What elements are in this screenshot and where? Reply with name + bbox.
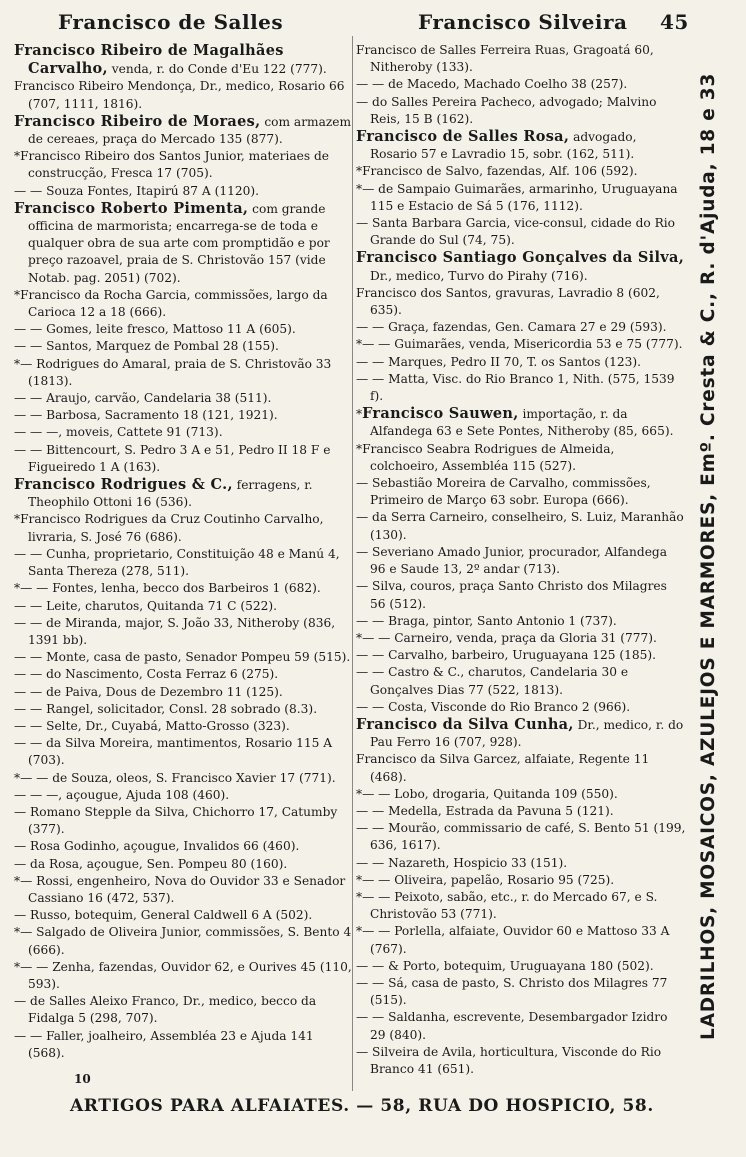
footer-advertisement: ARTIGOS PARA ALFAIATES. — 58, RUA DO HOSPICIO, 58.	[70, 1096, 654, 1116]
entry-text: — — Carvalho, barbeiro, Uruguayana 125 (185).	[356, 648, 657, 663]
directory-entry	[14, 390, 352, 407]
directory-entry	[14, 580, 352, 597]
entry-text: — — Santos, Marquez de Pombal 28 (155).	[14, 339, 279, 354]
entry-text: Francisco Seabra Rodrigues de Almeida, colchoeiro, Assembléa 115 (527).	[362, 441, 615, 473]
entry-name: Francisco de Salles Rosa,	[356, 128, 570, 146]
entry-text: — — Mourão, commissario de café, S. Bento 51 (199, 636, 1617).	[356, 821, 686, 853]
entry-marker: *	[356, 181, 363, 196]
directory-entry	[14, 993, 352, 1027]
directory-entry	[356, 475, 686, 509]
directory-entry	[14, 42, 352, 78]
entry-text: — da Serra Carneiro, conselheiro, S. Luiz, Maranhão (130).	[356, 510, 684, 542]
directory-entry	[356, 578, 686, 612]
directory-entry	[14, 684, 352, 701]
entry-text: — — Zenha, fazendas, Ouvidor 62, e Ourives 45 (110, 593).	[20, 959, 352, 991]
entry-marker: *	[14, 287, 21, 302]
entry-text: Dr., medico, Turvo do Pirahy (716).	[370, 268, 588, 283]
entry-text: — — Carneiro, venda, praça da Gloria 31 (777).	[362, 630, 657, 645]
entry-text: — — Graça, fazendas, Gen. Camara 27 e 29 (593).	[356, 320, 667, 335]
entry-marker: *	[14, 356, 21, 371]
entry-text: — — Braga, pintor, Santo Antonio 1 (737).	[356, 613, 617, 628]
entry-name: Francisco Roberto Pimenta,	[14, 199, 249, 217]
entry-text: — Salgado de Oliveira Junior, commissões, S. Bento 4 (666).	[20, 925, 352, 957]
entry-text: — — & Porto, botequim, Uruguayana 180 (502).	[356, 958, 654, 973]
entry-text: — — Nazareth, Hospicio 33 (151).	[356, 855, 568, 870]
entry-marker: *	[356, 872, 363, 887]
entry-marker: *	[14, 873, 21, 888]
directory-entry	[14, 959, 352, 993]
directory-entry	[356, 319, 686, 336]
directory-entry	[14, 356, 352, 390]
directory-entry	[356, 354, 686, 371]
entry-text: — Rosa Godinho, açougue, Invalidos 66 (460).	[14, 839, 300, 854]
right-column	[356, 42, 686, 1078]
running-head-right: Francisco Silveira	[418, 10, 628, 34]
entry-text: — Silveira de Avila, horticultura, Visconde do Rio Branco 41 (651).	[356, 1044, 662, 1076]
directory-entry	[14, 183, 352, 200]
directory-entry	[14, 666, 352, 683]
directory-entry	[356, 249, 686, 284]
running-head-left: Francisco de Salles	[58, 10, 284, 34]
directory-entry	[356, 215, 686, 249]
entry-text: — — Rangel, solicitador, Consl. 28 sobrado (8.3).	[14, 701, 318, 716]
entry-text: — Rossi, engenheiro, Nova do Ouvidor 33 e Senador Cassiano 16 (472, 537).	[20, 873, 346, 905]
directory-entry	[14, 838, 352, 855]
entry-text: — Rodrigues do Amaral, praia de S. Christovão 33 (1813).	[20, 356, 332, 388]
directory-entry	[14, 787, 352, 804]
entry-text: — — Fontes, lenha, becco dos Barbeiros 1 (682).	[20, 581, 321, 596]
directory-entry	[14, 735, 352, 769]
directory-entry	[14, 407, 352, 424]
entry-marker: *	[356, 630, 363, 645]
entry-text: — — Porlella, alfaiate, Ouvidor 60 e Mattoso 33 A (767).	[362, 924, 670, 956]
entry-text: — Silva, couros, praça Santo Christo dos Milagres 56 (512).	[356, 579, 667, 611]
directory-entry	[356, 803, 686, 820]
directory-entry	[356, 371, 686, 405]
entry-text: — — Saldanha, escrevente, Desembargador Izidro 29 (840).	[356, 1010, 668, 1042]
entry-text: — — Guimarães, venda, Misericordia 53 e 75 (777).	[362, 337, 683, 352]
entry-text: — — Barbosa, Sacramento 18 (121, 1921).	[14, 408, 278, 423]
directory-entry	[14, 321, 352, 338]
directory-entry	[14, 442, 352, 476]
entry-marker: *	[356, 889, 363, 904]
entry-text: — — do Nascimento, Costa Ferraz 6 (275).	[14, 667, 279, 682]
directory-entry	[356, 285, 686, 319]
directory-entry	[14, 804, 352, 838]
entry-text: — — Faller, joalheiro, Assembléa 23 e Ajuda 141 (568).	[14, 1028, 314, 1060]
entry-text: Francisco Ribeiro dos Santos Junior, materiaes de construcção, Fresca 17 (705).	[20, 149, 329, 181]
directory-entry	[14, 476, 352, 511]
entry-text: Francisco da Silva Garcez, alfaiate, Regente 11 (468).	[356, 752, 650, 784]
directory-entry	[356, 630, 686, 647]
entry-marker: *	[356, 337, 363, 352]
directory-entry	[356, 613, 686, 630]
entry-text: — — Lobo, drogaria, Quitanda 109 (550).	[362, 786, 618, 801]
directory-entry	[356, 42, 686, 76]
entry-text: — — Monte, casa de pasto, Senador Pompeu 59 (515).	[14, 650, 351, 665]
directory-entry	[14, 546, 352, 580]
directory-entry	[14, 113, 352, 148]
directory-entry	[14, 338, 352, 355]
entry-text: importação, r. da Alfandega 63 e Sete Pontes, Nitheroby (85, 665).	[370, 407, 674, 439]
directory-entry	[356, 544, 686, 578]
entry-text: — Severiano Amado Junior, procurador, Alfandega 96 e Saude 13, 2º andar (713).	[356, 544, 667, 577]
directory-entry	[356, 716, 686, 751]
entry-text: Dr., medico, r. do Pau Ferro 16 (707, 928).	[370, 717, 684, 750]
entry-text: — — de Macedo, Machado Coelho 38 (257).	[356, 77, 628, 92]
entry-text: Francisco Ribeiro Mendonça, Dr., medico, Rosario 66 (707, 1111, 1816).	[14, 79, 345, 111]
entry-text: — — Oliveira, papelão, Rosario 95 (725).	[362, 872, 615, 887]
entry-name: Francisco Ribeiro de Moraes,	[14, 112, 261, 130]
entry-text: — Romano Stepple da Silva, Chichorro 17, Catumby (377).	[14, 804, 338, 837]
entry-text: — — Selte, Dr., Cuyabá, Matto-Grosso (323).	[14, 718, 290, 733]
entry-text: — Santa Barbara Garcia, vice-consul, cidade do Rio Grande do Sul (74, 75).	[356, 216, 676, 248]
entry-name: Francisco Santiago Gonçalves da Silva,	[356, 249, 685, 267]
entry-text: — — de Paiva, Dous de Dezembro 11 (125).	[14, 684, 283, 699]
entry-marker: *	[14, 149, 21, 164]
entry-text: — do Salles Pereira Pacheco, advogado; Malvino Reis, 15 B (162).	[356, 94, 657, 126]
directory-entry	[356, 647, 686, 664]
entry-text: — — —, açougue, Ajuda 108 (460).	[14, 787, 230, 802]
entry-marker: *	[356, 924, 363, 939]
directory-entry	[14, 287, 352, 321]
entry-text: — de Salles Aleixo Franco, Dr., medico, becco da Fidalga 5 (298, 707).	[14, 994, 317, 1026]
directory-entry	[356, 751, 686, 785]
entry-text: — — Costa, Visconde do Rio Branco 2 (966).	[356, 699, 631, 714]
directory-entry	[356, 664, 686, 698]
directory-entry	[14, 1028, 352, 1062]
directory-entry	[14, 148, 352, 182]
directory-entry	[14, 770, 352, 787]
entry-text: — — Medella, Estrada da Pavuna 5 (121).	[356, 803, 614, 818]
directory-entry	[356, 699, 686, 716]
entry-text: — Russo, botequim, General Caldwell 6 A (502).	[14, 908, 313, 923]
directory-entry	[356, 975, 686, 1009]
entry-text: — da Rosa, açougue, Sen. Pompeu 80 (160).	[14, 856, 288, 871]
entry-text: — — Sá, casa de pasto, S. Christo dos Milagres 77 (515).	[356, 975, 668, 1008]
entry-marker: *	[14, 512, 21, 527]
entry-text: — — Castro & C., charutos, Candelaria 30 e Gonçalves Dias 77 (522, 1813).	[356, 665, 629, 697]
entry-text: com grande officina de marmorista; encarrega-se de toda e qualquer obra de sua arte com promptidão e por preço razoavel, praia de S. Christovão 157 (vide Notab. pag. 2051) (702).	[28, 201, 330, 285]
entry-text: — — Matta, Visc. do Rio Branco 1, Nith. (575, 1539 f).	[356, 371, 675, 404]
directory-entry	[14, 701, 352, 718]
entry-text: ferragens, r. Theophilo Ottoni 16 (536).	[28, 478, 313, 510]
directory-entry	[14, 718, 352, 735]
entry-name: Francisco Rodrigues & C.,	[14, 476, 233, 494]
entry-text: — — Araujo, carvão, Candelaria 38 (511).	[14, 391, 272, 406]
left-column	[14, 42, 352, 1062]
entry-text: Francisco Rodrigues da Cruz Coutinho Carvalho, livraria, S. José 76 (686).	[20, 512, 324, 544]
directory-entry	[356, 872, 686, 889]
directory-entry	[356, 441, 686, 475]
directory-entry	[14, 615, 352, 649]
entry-text: — de Sampaio Guimarães, armarinho, Uruguayana 115 e Estacio de Sá 5 (176, 1112).	[362, 181, 678, 213]
entry-text: Francisco dos Santos, gravuras, Lavradio 8 (602, 635).	[356, 285, 660, 318]
entry-text: Francisco de Salles Ferreira Ruas, Gragoatá 60, Nitheroby (133).	[356, 43, 654, 75]
directory-entry	[356, 889, 686, 923]
side-advertisement: LADRILHOS, MOSAICOS, AZULEJOS E MARMORES, Emº. Cresta & C., R. d'Ajuda, 18 e 33	[698, 72, 719, 1040]
directory-entry	[356, 855, 686, 872]
column-divider	[352, 36, 353, 1091]
directory-entry	[356, 128, 686, 163]
directory-entry	[14, 511, 352, 545]
folio: 10	[74, 1072, 91, 1086]
directory-entry	[356, 405, 686, 440]
directory-entry	[14, 200, 352, 287]
directory-entry	[14, 924, 352, 958]
entry-marker: *	[14, 925, 21, 940]
directory-entry	[14, 649, 352, 666]
directory-entry	[14, 856, 352, 873]
entry-text: — — Souza Fontes, Itapirú 87 A (1120).	[14, 183, 259, 198]
entry-text: advogado, Rosario 57 e Lavradio 15, sobr. (162, 511).	[370, 130, 637, 162]
directory-entry	[356, 1044, 686, 1078]
entry-text: com armazem de cereaes, praça do Mercado 135 (877).	[28, 114, 352, 147]
directory-entry	[356, 181, 686, 215]
directory-entry	[356, 1009, 686, 1043]
entry-text: — Sebastião Moreira de Carvalho, commissões, Primeiro de Março 63 sobr. Europa (666).	[356, 476, 651, 508]
entry-text: — — de Miranda, major, S. João 33, Nitheroby (836, 1391 bb).	[14, 615, 336, 647]
entry-name: Francisco Ribeiro de Magalhães Carvalho,	[14, 42, 284, 78]
entry-text: — — Marques, Pedro II 70, T. os Santos (123).	[356, 354, 642, 369]
entry-marker: *	[14, 581, 21, 596]
directory-entry	[14, 873, 352, 907]
directory-entry	[356, 958, 686, 975]
entry-name: Francisco Sauwen,	[362, 405, 519, 423]
directory-entry	[356, 94, 686, 128]
directory-entry	[14, 907, 352, 924]
running-head	[0, 4, 710, 34]
entry-name: Francisco da Silva Cunha,	[356, 715, 574, 733]
entry-text: — — Gomes, leite fresco, Mattoso 11 A (605).	[14, 322, 296, 337]
directory-entry	[356, 820, 686, 854]
directory-entry	[14, 424, 352, 441]
directory-entry	[14, 598, 352, 615]
entry-marker: *	[14, 959, 21, 974]
entry-text: — — Leite, charutos, Quitanda 71 C (522).	[14, 598, 277, 613]
directory-entry	[356, 163, 686, 180]
entry-text: — — da Silva Moreira, mantimentos, Rosario 115 A (703).	[14, 736, 333, 768]
directory-entry	[356, 76, 686, 93]
directory-entry	[356, 786, 686, 803]
entry-marker: *	[356, 786, 363, 801]
directory-entry	[356, 923, 686, 957]
entry-text: Francisco de Salvo, fazendas, Alf. 106 (592).	[362, 164, 638, 179]
entry-text: — — Bittencourt, S. Pedro 3 A e 51, Pedro II 18 F e Figueiredo 1 A (163).	[14, 442, 331, 474]
directory-entry	[14, 78, 352, 112]
entry-marker: *	[356, 441, 363, 456]
entry-text: — — Peixoto, sabão, etc., r. do Mercado 67, e S. Christovão 53 (771).	[362, 889, 658, 922]
entry-marker: *	[356, 407, 363, 422]
entry-text: venda, r. do Conde d'Eu 122 (777).	[107, 62, 327, 77]
entry-marker: *	[356, 164, 363, 179]
entry-marker: *	[14, 770, 21, 785]
entry-text: — — Cunha, proprietario, Constituição 48 e Manú 4, Santa Thereza (278, 511).	[14, 546, 340, 579]
entry-text: — — de Souza, oleos, S. Francisco Xavier 17 (771).	[20, 770, 336, 785]
directory-entry	[356, 509, 686, 543]
entry-text: — — —, moveis, Cattete 91 (713).	[14, 425, 223, 440]
directory-entry	[356, 336, 686, 353]
page-number: 45	[660, 10, 689, 34]
entry-text: Francisco da Rocha Garcia, commissões, largo da Carioca 12 a 18 (666).	[20, 287, 328, 320]
